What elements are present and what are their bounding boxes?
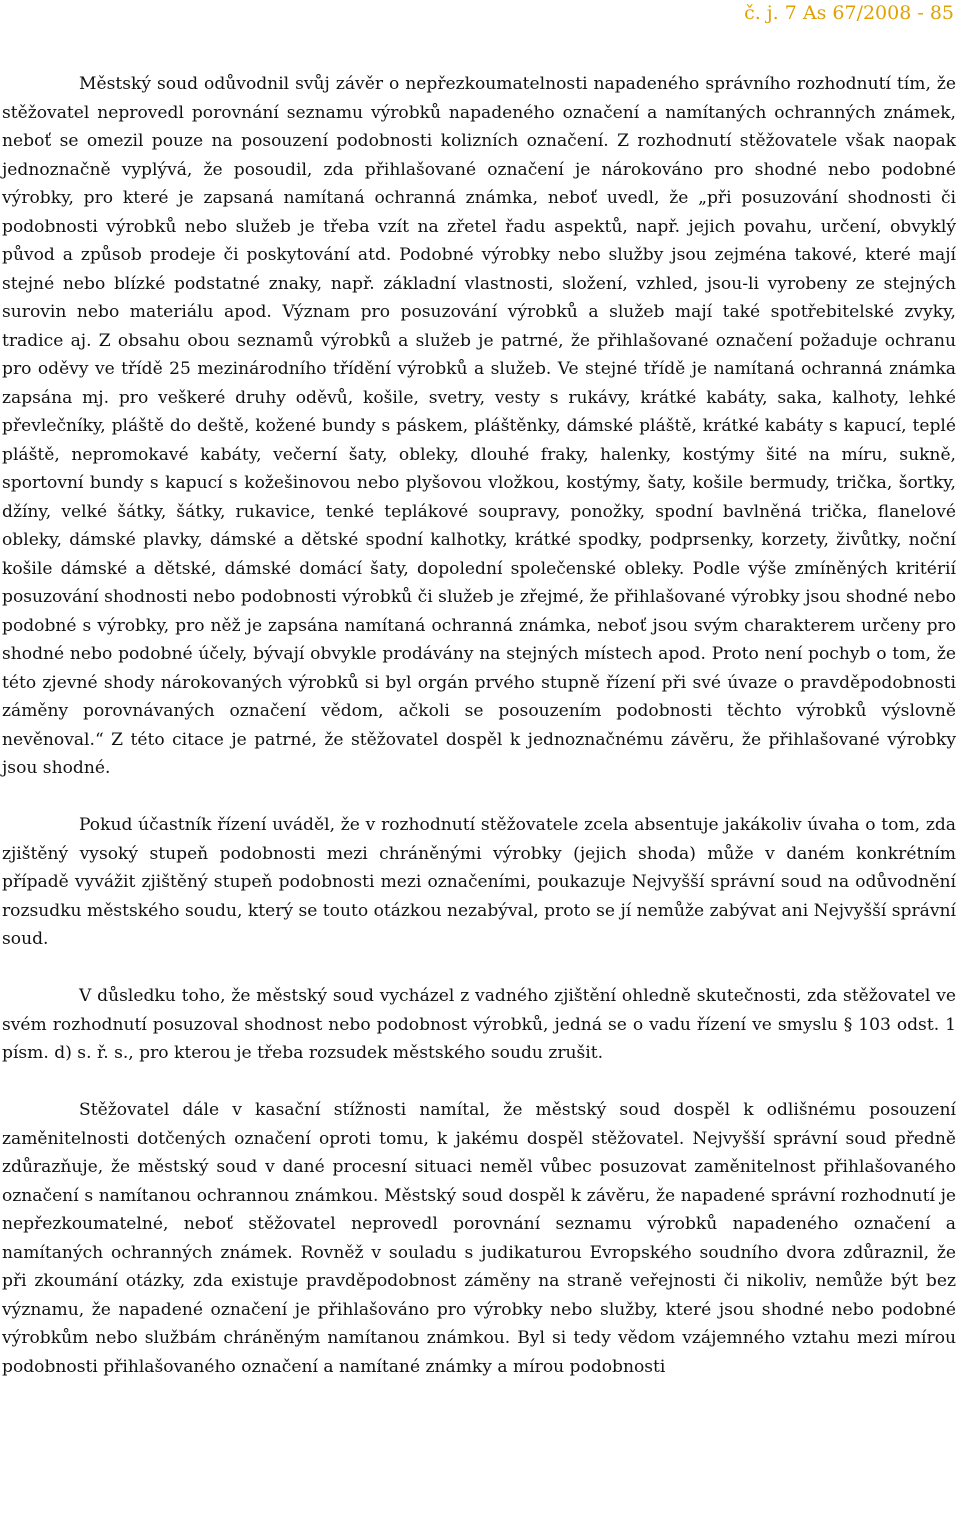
case-reference: č. j. 7 As 67/2008 - 85 bbox=[744, 2, 954, 24]
paragraph: Pokud účastník řízení uváděl, že v rozhodnutí stěžovatele zcela absentuje jakákoliv úvaha o tom, zda zjištěný vysoký stupeň podobnosti mezi chráněnými výrobky (jejich shoda) může v daném konkrétním případě vyvážit zjištěný stupeň podobnosti mezi označeními, poukazuje Nejvyšší správní soud na odůvodnění rozsudku městského soudu, který se touto otázkou nezabýval, proto se jí nemůže zabývat ani Nejvyšší správní soud. bbox=[2, 815, 956, 949]
document-body bbox=[2, 70, 956, 1381]
paragraph: Městský soud odůvodnil svůj závěr o nepřezkoumatelnosti napadeného správního rozhodnutí tím, že stěžovatel neprovedl porovnání seznamu výrobků napadeného označení a namítaných ochranných známek, neboť se omezil pouze na posouzení podobnosti kolizních označení. Z rozhodnutí stěžovatele však naopak jednoznačně vyplývá, že posoudil, zda přihlašované označení je nárokováno pro shodné nebo podobné výrobky, pro které je zapsaná namítaná ochranná známka, neboť uvedl, že „při posuzování shodnosti či podobnosti výrobků nebo služeb je třeba vzít na zřetel řadu aspektů, např. jejich povahu, určení, obvyklý původ a způsob prodeje či poskytování atd. Podobné výrobky nebo služby jsou zejména takové, které mají stejné nebo blízké podstatné znaky, např. základní vlastnosti, složení, vzhled, jsou-li vyrobeny ze stejných surovin nebo materiálu apod. Význam pro posuzování výrobků a služeb mají také spotřebitelské zvyky, tradice aj. Z obsahu obou seznamů výrobků a služeb je patrné, že přihlašované označení požaduje ochranu pro oděvy ve třídě 25 mezinárodního třídění výrobků a služeb. Ve stejné třídě je namítaná ochranná známka zapsána mj. pro veškeré druhy oděvů, košile, svetry, vesty s rukávy, krátké kabáty, saka, kalhoty, lehké převlečníky, pláště do deště, kožené bundy s páskem, pláštěnky, dámské pláště, krátké kabáty s kapucí, teplé pláště, nepromokavé kabáty, večerní šaty, obleky, dlouhé fraky, halenky, kostýmy šité na míru, sukně, sportovní bundy s kapucí s kožešinovou nebo plyšovou vložkou, kostýmy, šaty, košile bermudy, trička, šortky, džíny, velké šátky, šátky, rukavice, tenké teplákové soupravy, ponožky, spodní bavlněná trička, flanelové obleky, dámské plavky, dámské a dětské spodní kalhotky, krátké spodky, podprsenky, korzety, živůtky, noční košile dámské a dětské, dámské domácí šaty, dopolední společenské obleky. Podle výše zmíněných kritérií posuzování shodnosti nebo podobnosti výrobků či služeb je zřejmé, že přihlašované výrobky jsou shodné nebo podobné s výrobky, pro něž je zapsána namítaná ochranná známka, neboť jsou svým charakterem určeny pro shodné nebo podobné účely, bývají obvykle prodávány na stejných místech apod. Proto není pochyb o tom, že této zjevné shody nárokovaných výrobků si byl orgán prvého stupně řízení při své úvaze o pravděpodobnosti záměny porovnávaných označení vědom, ačkoli se posouzením podobnosti těchto výrobků výslovně nevěnoval.“ Z této citace je patrné, že stěžovatel dospěl k jednoznačnému závěru, že přihlašované výrobky jsou shodné. bbox=[2, 74, 956, 778]
paragraph: Stěžovatel dále v kasační stížnosti namítal, že městský soud dospěl k odlišnému posouzení zaměnitelnosti dotčených označení oproti tomu, k jakému dospěl stěžovatel. Nejvyšší správní soud předně zdůrazňuje, že městský soud v dané procesní situaci neměl vůbec posuzovat zaměnitelnost přihlašovaného označení s namítanou ochrannou známkou. Městský soud dospěl k závěru, že napadené správní rozhodnutí je nepřezkoumatelné, neboť stěžovatel neprovedl porovnání seznamu výrobků napadeného označení a namítaných ochranných známek. Rovněž v souladu s judikaturou Evropského soudního dvora zdůraznil, že při zkoumání otázky, zda existuje pravděpodobnost záměny na straně veřejnosti či nikoliv, nemůže být bez významu, že napadené označení je přihlašováno pro výrobky nebo služby, které jsou shodné nebo podobné výrobkům nebo službám chráněným namítanou známkou. Byl si tedy vědom vzájemného vztahu mezi mírou podobnosti přihlašovaného označení a namítané známky a mírou podobnosti bbox=[2, 1100, 956, 1377]
paragraph: V důsledku toho, že městský soud vycházel z vadného zjištění ohledně skutečnosti, zda stěžovatel ve svém rozhodnutí posuzoval shodnost nebo podobnost výrobků, jedná se o vadu řízení ve smyslu § 103 odst. 1 písm. d) s. ř. s., pro kterou je třeba rozsudek městského soudu zrušit. bbox=[2, 986, 956, 1063]
